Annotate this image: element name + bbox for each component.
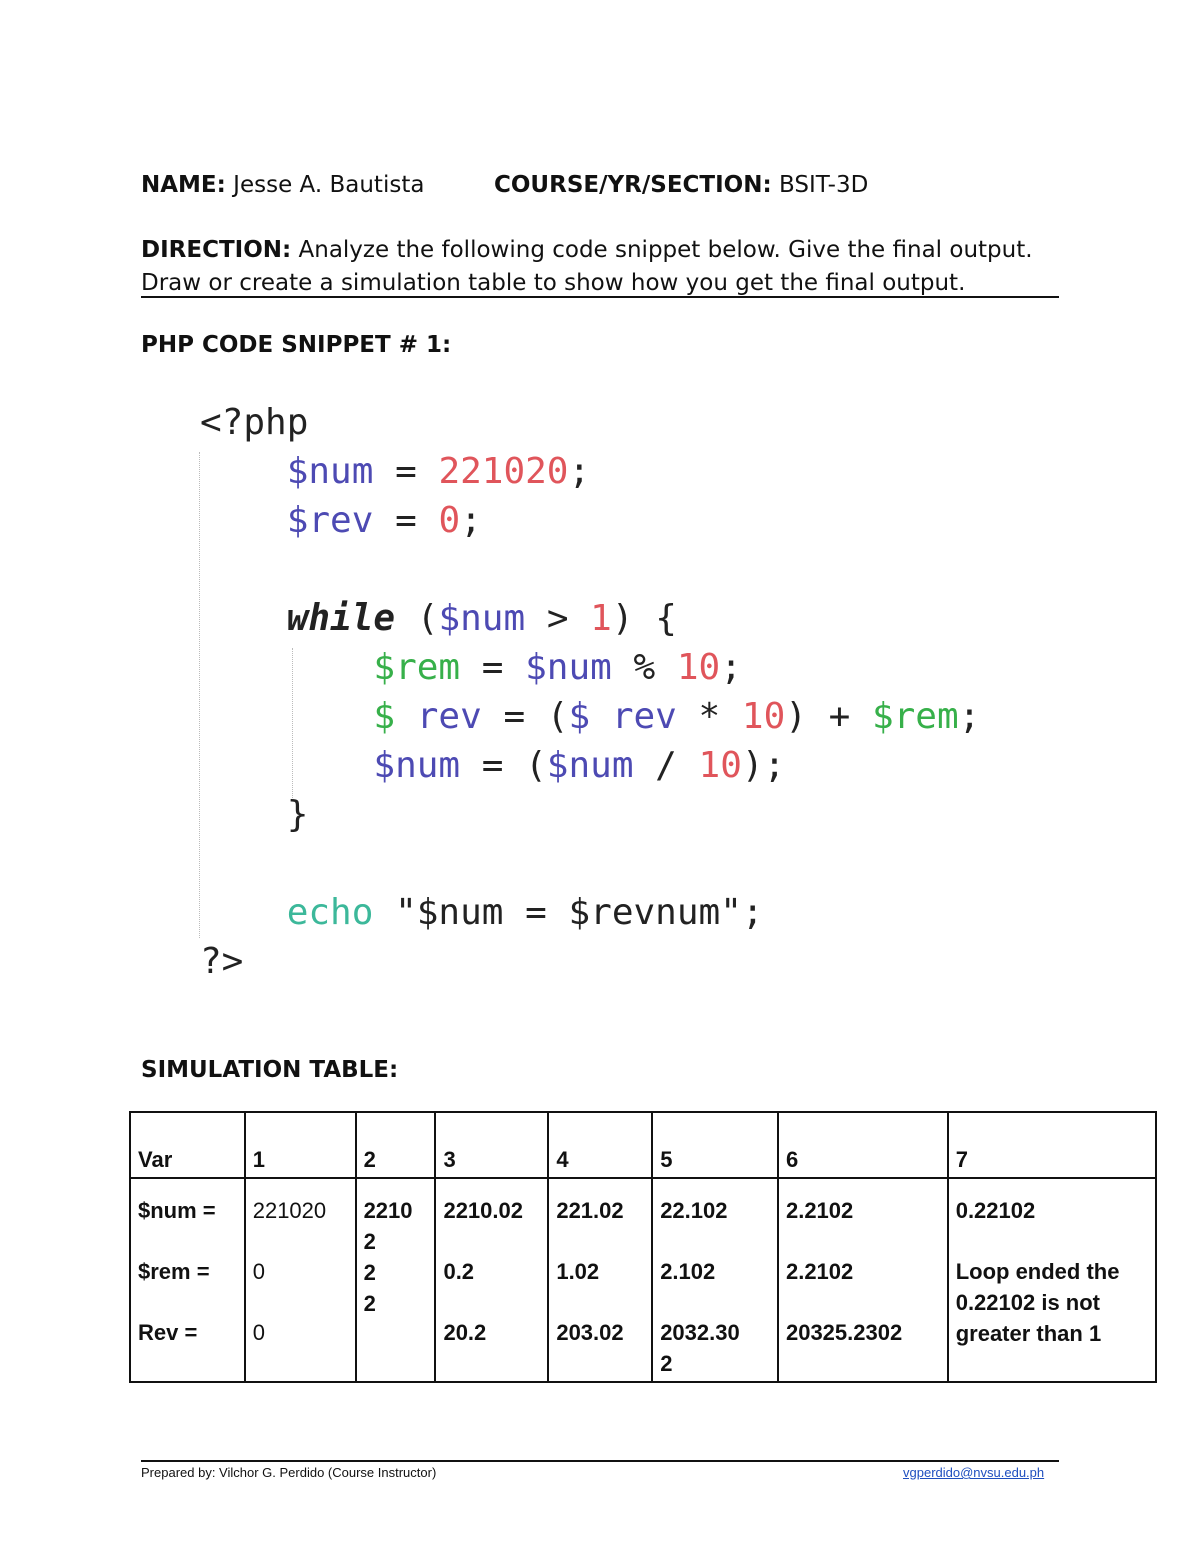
code-token: $num: [286, 451, 374, 492]
course-value: BSIT-3D: [778, 172, 869, 198]
table-cell: [652, 1178, 778, 1382]
cell-value: 2210.02: [443, 1198, 523, 1223]
code-token: $num: [546, 745, 634, 786]
cell-value: 0.2: [443, 1259, 475, 1284]
code-token: 10: [741, 696, 786, 737]
code-token: $rem: [871, 696, 959, 737]
instructor-email-link[interactable]: vgperdido@nvsu.edu.ph: [903, 1465, 1045, 1480]
code-token: $rev: [286, 500, 374, 541]
code-token: (: [395, 598, 439, 639]
table-header-cell: 4: [548, 1112, 652, 1178]
cell-value: 2032.30: [660, 1320, 740, 1345]
cell-value: 1.02: [556, 1259, 600, 1284]
table-cell: [548, 1178, 652, 1382]
loop-end-note: Loop ended the 0.22102 is not greater than 1: [955, 1259, 1120, 1346]
table-cell: [778, 1178, 948, 1382]
name-label: NAME:: [141, 172, 226, 198]
code-token: = (: [481, 696, 569, 737]
code-token: = (: [460, 745, 547, 786]
cell-value: 0.22102: [955, 1198, 1036, 1223]
table-header-row: [130, 1112, 1156, 1178]
code-token: $ rev: [568, 696, 677, 737]
cell-value: 2210: [363, 1198, 413, 1223]
cell-value: 221.02: [556, 1198, 624, 1223]
php-code-block: [200, 398, 980, 986]
cell-value: 0: [252, 1320, 265, 1345]
direction-label: DIRECTION:: [141, 237, 292, 263]
cell-value: 2.2102: [785, 1259, 854, 1284]
cell-value: 20.2: [443, 1320, 487, 1345]
code-token: $: [373, 696, 396, 737]
cell-value: 2: [363, 1291, 376, 1316]
code-token: =: [460, 647, 526, 688]
table-cell: [356, 1178, 436, 1382]
table-header-cell: 5: [652, 1112, 778, 1178]
name-value: Jesse A. Bautista: [233, 172, 425, 198]
course-field: [494, 172, 868, 198]
row-label: $rem =: [138, 1259, 210, 1284]
table-cell: [245, 1178, 356, 1382]
cell-value: 22.102: [660, 1198, 728, 1223]
code-token: /: [633, 745, 699, 786]
simulation-title: SIMULATION TABLE:: [141, 1057, 399, 1083]
cell-value: 20325.2302: [785, 1320, 903, 1345]
snippet-title: PHP CODE SNIPPET # 1:: [141, 332, 452, 358]
name-field: [141, 172, 424, 198]
code-token: rev: [395, 696, 482, 737]
table-header-cell: 1: [245, 1112, 356, 1178]
code-open-tag: <?php: [200, 402, 309, 443]
code-token: ) +: [785, 696, 872, 737]
direction-paragraph: [141, 234, 1061, 300]
prepared-by: Prepared by: Vilchor G. Perdido (Course Instructor): [141, 1465, 437, 1480]
code-token: while: [286, 598, 396, 639]
code-token: $num: [525, 647, 612, 688]
cell-value: 221020: [252, 1198, 327, 1223]
code-token: 0: [438, 500, 461, 541]
code-token: "$num = $revnum";: [373, 892, 764, 933]
table-cell: [948, 1178, 1156, 1382]
code-token: 221020: [438, 451, 569, 492]
code-token: );: [741, 745, 786, 786]
code-token: 10: [676, 647, 721, 688]
table-header-cell: 7: [948, 1112, 1156, 1178]
code-token: =: [373, 500, 439, 541]
code-token: echo: [286, 892, 374, 933]
cell-value: 2.102: [660, 1259, 716, 1284]
code-token: $num: [438, 598, 526, 639]
cell-value: 203.02: [556, 1320, 624, 1345]
code-token: >: [525, 598, 591, 639]
code-token: ;: [568, 451, 591, 492]
code-token: ;: [958, 696, 981, 737]
course-label: COURSE/YR/SECTION:: [494, 172, 772, 198]
footer-divider: [141, 1460, 1059, 1462]
table-header-cell: 2: [356, 1112, 436, 1178]
code-token: }: [286, 794, 309, 835]
table-header-cell: Var: [130, 1112, 245, 1178]
code-close-tag: ?>: [200, 941, 244, 982]
code-token: 1: [590, 598, 612, 639]
table-header-cell: 6: [778, 1112, 948, 1178]
cell-value: 2: [363, 1229, 376, 1254]
table-header-cell: 3: [435, 1112, 548, 1178]
row-label: Rev =: [138, 1320, 198, 1345]
code-token: ;: [720, 647, 742, 688]
code-token: $rem: [373, 647, 461, 688]
code-token: =: [373, 451, 439, 492]
cell-value: 2.2102: [785, 1198, 854, 1223]
cell-value: 2: [363, 1260, 376, 1285]
header-divider: [141, 296, 1059, 298]
code-token: *: [676, 696, 742, 737]
code-token: %: [611, 647, 677, 688]
table-cell: [130, 1178, 245, 1382]
direction-text: Analyze the following code snippet below. Give the final output. Draw or create a simulation table to show how you get the final output.: [141, 237, 1033, 296]
cell-value: 2: [660, 1351, 673, 1376]
code-token: ;: [460, 500, 482, 541]
code-token: 10: [698, 745, 742, 786]
row-label: $num =: [138, 1198, 216, 1223]
table-row: [130, 1178, 1156, 1382]
code-token: $num: [373, 745, 461, 786]
simulation-table: [129, 1111, 1157, 1383]
cell-value: 0: [252, 1259, 265, 1284]
table-cell: [435, 1178, 548, 1382]
code-token: ) {: [611, 598, 677, 639]
